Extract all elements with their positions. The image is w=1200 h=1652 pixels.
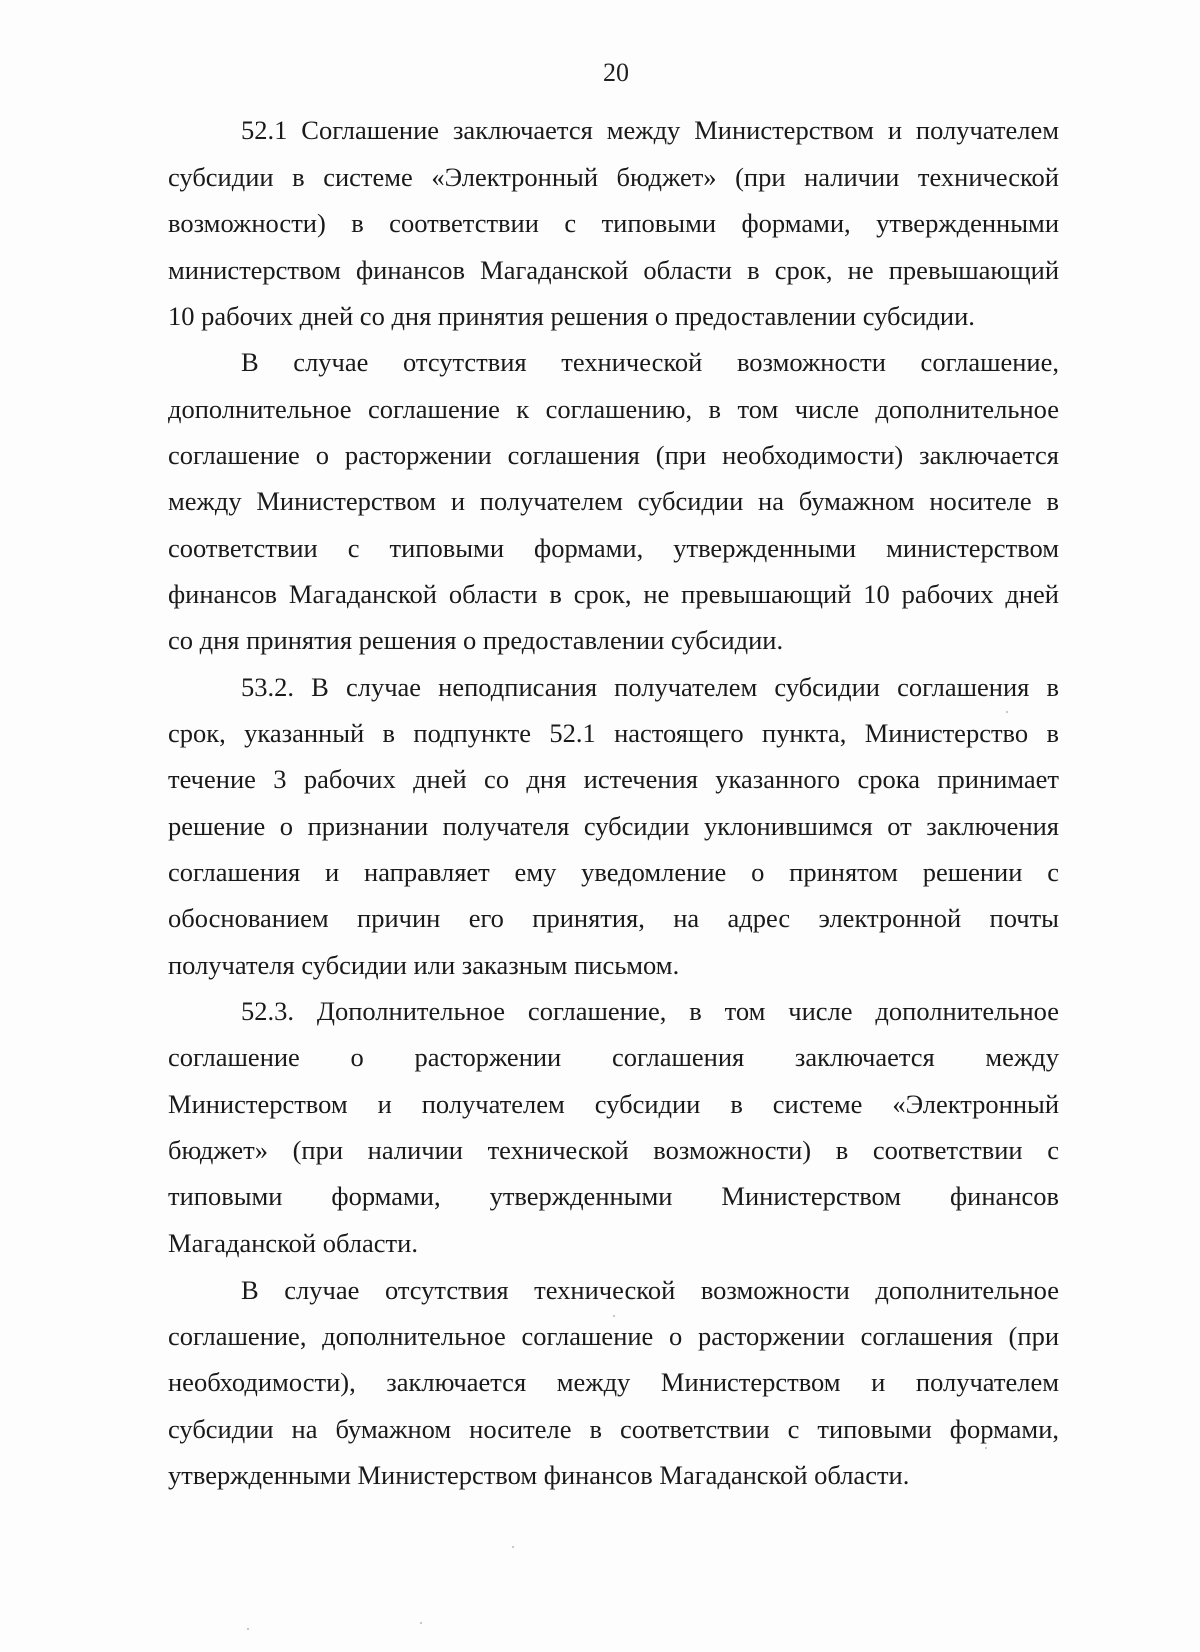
paragraph-line: возможности) в соответствии с типовыми формами, утвержденными — [168, 208, 1059, 238]
paragraph-line: течение 3 рабочих дней со дня истечения указанного срока принимает — [168, 764, 1059, 794]
paragraph-line: соглашение, дополнительное соглашение о расторжении соглашения (при — [168, 1321, 1059, 1351]
scan-speck — [613, 1315, 615, 1317]
paragraph-line: субсидии на бумажном носителе в соответствии с типовыми формами, — [168, 1414, 1059, 1444]
paragraph-line: министерством финансов Магаданской области в срок, не превышающий — [168, 255, 1059, 285]
paragraph-line: соглашение о расторжении соглашения заключается между — [168, 1042, 1059, 1072]
paragraph-line: дополнительное соглашение к соглашению, в том числе дополнительное — [168, 394, 1059, 424]
paragraph-line: Магаданской области. — [168, 1228, 418, 1258]
paragraph-line: финансов Магаданской области в срок, не превышающий 10 рабочих дней — [168, 579, 1059, 609]
scan-speck — [512, 1546, 514, 1548]
paragraph-line: обоснованием причин его принятия, на адрес электронной почты — [168, 903, 1059, 933]
paragraph-line: между Министерством и получателем субсидии на бумажном носителе в — [168, 486, 1059, 516]
paragraph-line: Министерством и получателем субсидии в системе «Электронный — [168, 1089, 1059, 1119]
paragraph-line: соглашения и направляет ему уведомление о принятом решении с — [168, 857, 1059, 887]
paragraph-line: срок, указанный в подпункте 52.1 настоящего пункта, Министерство в — [168, 718, 1059, 748]
scan-speck — [420, 1622, 422, 1624]
paragraph-line: типовыми формами, утвержденными Министерством финансов — [168, 1181, 1059, 1211]
paragraph-line: получателя субсидии или заказным письмом. — [168, 950, 680, 980]
page-number: 20 — [603, 58, 629, 87]
paragraph-line: со дня принятия решения о предоставлении субсидии. — [168, 625, 784, 655]
paragraph-line: В случае отсутствия технической возможности соглашение, — [241, 347, 1059, 377]
paragraph-line: 10 рабочих дней со дня принятия решения о предоставлении субсидии. — [168, 301, 975, 331]
paragraph-line: 52.3. Дополнительное соглашение, в том числе дополнительное — [241, 996, 1059, 1026]
paragraph-line: 52.1 Соглашение заключается между Министерством и получателем — [241, 115, 1059, 145]
scan-speck — [247, 1628, 249, 1630]
paragraph-line: соглашение о расторжении соглашения (при необходимости) заключается — [168, 440, 1059, 470]
paragraph-line: бюджет» (при наличии технической возможности) в соответствии с — [168, 1135, 1059, 1165]
paragraph-line: необходимости), заключается между Министерством и получателем — [168, 1367, 1059, 1397]
paragraph-line: 53.2. В случае неподписания получателем субсидии соглашения в — [241, 672, 1059, 702]
scan-speck — [1006, 711, 1008, 713]
paragraph-line: В случае отсутствия технической возможности дополнительное — [241, 1275, 1059, 1305]
scan-speck — [985, 1447, 987, 1449]
paragraph-line: субсидии в системе «Электронный бюджет» (при наличии технической — [168, 162, 1059, 192]
paragraph-line: решение о признании получателя субсидии уклонившимся от заключения — [168, 811, 1059, 841]
paragraph-line: утвержденными Министерством финансов Магаданской области. — [168, 1460, 910, 1490]
paragraph-line: соответствии с типовыми формами, утвержденными министерством — [168, 533, 1059, 563]
